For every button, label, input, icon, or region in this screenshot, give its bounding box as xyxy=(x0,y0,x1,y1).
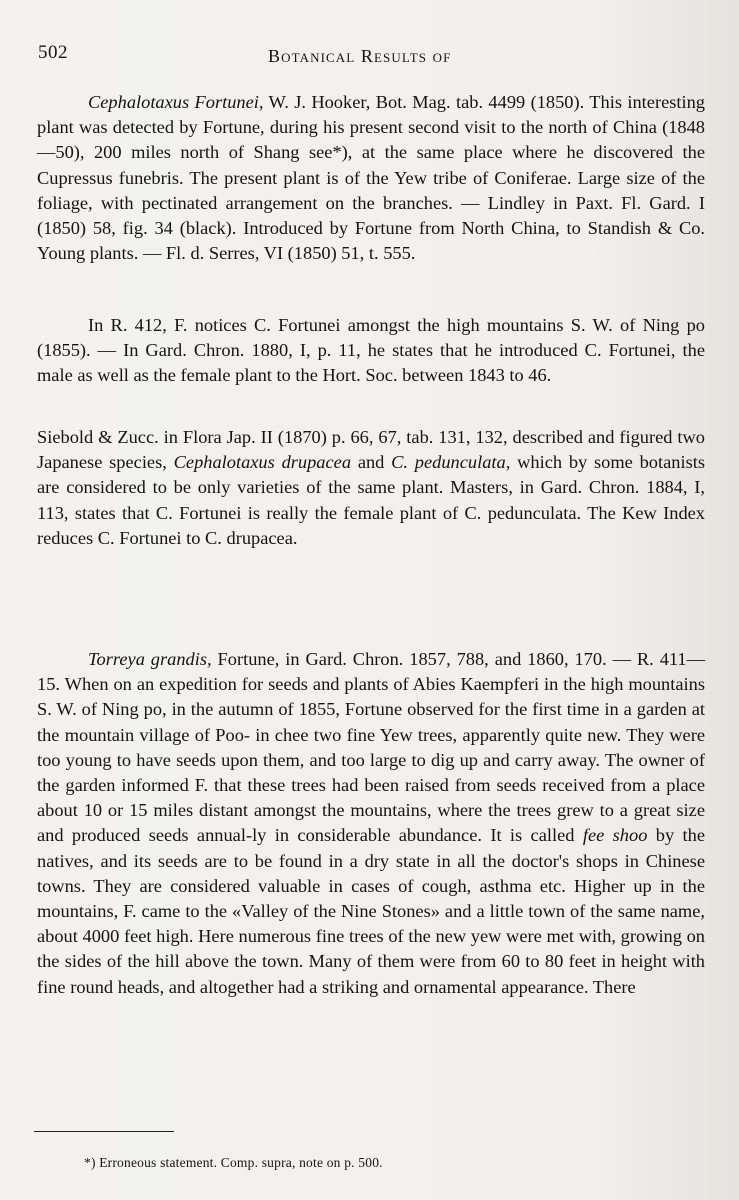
paragraph-text: and xyxy=(351,452,392,473)
species-name: Torreya grandis, xyxy=(88,649,212,669)
species-name: Cephalotaxus drupacea xyxy=(173,452,352,473)
native-name: fee shoo xyxy=(582,825,648,846)
paragraph-text: W. J. Hooker, Bot. Mag. tab. 4499 (1850). This interesting plant was detected by Fortune, during his present second visit to the north of China (1848—50), 200 miles north of Shang see*), at the same place where he discovered the Cupressus funebris. The present plant is of the Yew tribe of Coniferae. Large size of the foliage, with pectinated arrangement on the branches. — Lindley in Paxt. Fl. Gard. I (1850) 58, fig. 34 (black). Introduced by Fortune from North China, to Standish & Co. Young plants. — Fl. d. Serres, VI (1850) 51, t. 555. xyxy=(37,92,705,264)
paragraph-text: In R. 412, F. notices C. Fortunei amongst the high mountains S. W. of Ning po (1855). — In Gard. Chron. 1880, I, p. 11, he states that he introduced C. Fortunei, the male as well as the female plant to the Hort. Soc. between 1843 to 46. xyxy=(37,315,705,386)
paragraph-siebold xyxy=(37,425,705,551)
paragraph-text: Siebold & Zucc. in Flora Jap. II (1870) p. 66, 67, tab. 131, 132, described and figured two Japanese species, xyxy=(37,427,705,473)
species-name: Cephalotaxus Fortunei, xyxy=(88,92,264,112)
paragraph-torreya xyxy=(37,647,705,1000)
paragraph-text: by the natives, and its seeds are to be found in a dry state in all the doctor's shops in Chinese towns. They are considered valuable in cases of cough, asthma etc. Higher up in the mountains, F. came to the «Valley of the Nine Stones» and a little town of the same name, about 4000 feet high. Here numerous fine trees of the new yew were met with, growing on the sides of the hill above the town. Many of them were from 60 to 80 feet in height with fine round heads, and altogether had a striking and ornamental appearance. There xyxy=(37,825,706,997)
paragraph-ning-po xyxy=(37,313,705,389)
paragraph-text: which by some botanists are considered to be only varieties of the same plant. Masters, in Gard. Chron. 1884, I, 113, states that C. Fortunei is really the female plant of C. pedunculata. The Kew Index reduces C. Fortunei to C. drupacea. xyxy=(37,452,706,548)
page-number: 502 xyxy=(38,42,68,63)
species-name: C. pedunculata, xyxy=(391,452,511,473)
paragraph-cephalotaxus xyxy=(37,90,705,266)
footnote: *) Erroneous statement. Comp. supra, note on p. 500. xyxy=(84,1155,383,1170)
footnote-rule xyxy=(34,1131,174,1132)
paragraph-text: Fortune, in Gard. Chron. 1857, 788, and 1860, 170. — R. 411—15. When on an expedition for seeds and plants of Abies Kaempferi in the high mountains S. W. of Ning po, in the autumn of 1855, Fortune observed for the first time in a garden at the mountain village of Poo- in chee two fine Yew trees, apparently quite new. They were too young to have seeds upon them, and too large to dig up and carry away. The owner of the garden informed F. that these trees had been raised from seeds received from a place about 10 or 15 miles distant amongst the mountains, where the trees grew to a great size and produced seeds annual-ly in considerable abundance. It is called xyxy=(37,649,705,846)
running-title: Botanical Results of xyxy=(268,46,452,66)
